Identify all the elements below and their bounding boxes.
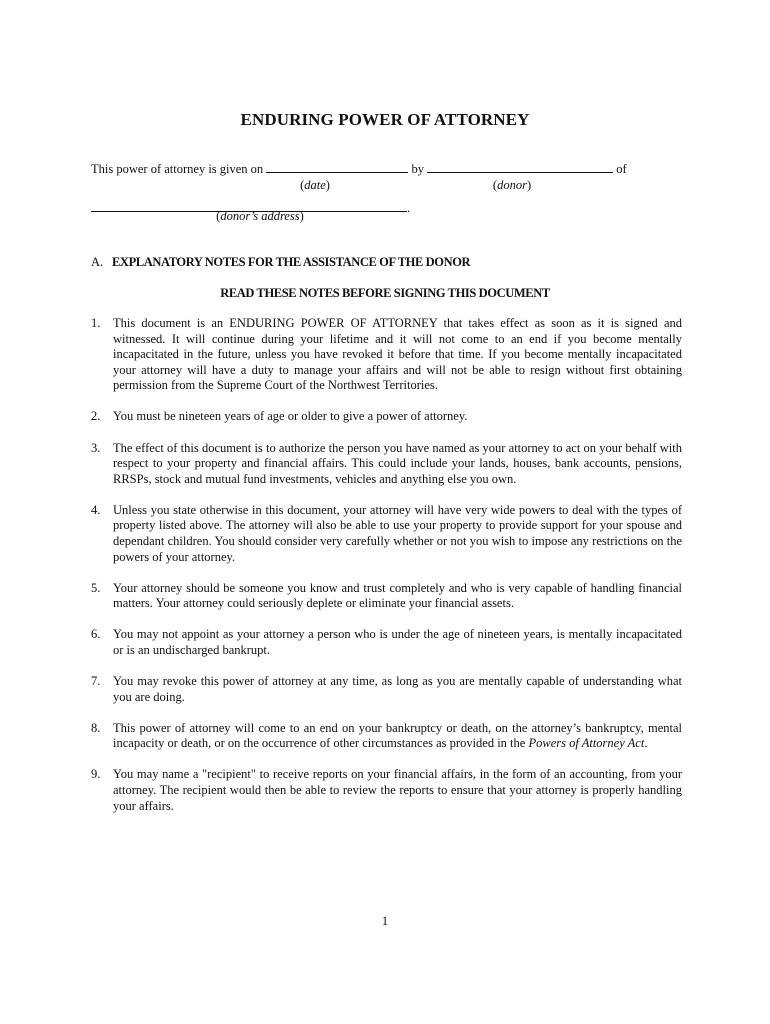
date-field[interactable]: [266, 160, 408, 173]
note-text: You may not appoint as your attorney a person who is under the age of nineteen years, is mentally incapacitated or is an undischarged bankrupt.: [113, 627, 682, 657]
section-a-heading: [91, 255, 470, 270]
note-item-3: [91, 441, 682, 488]
note-text: The effect of this document is to authorize the person you have named as your attorney to act on your behalf with respect to your property and financial affairs. This could include your lands, houses, bank accounts, pensions, RRSPs, stock and mutual fund investments, vehicles and anything else you own.: [113, 440, 682, 486]
note-item-2: [91, 409, 682, 425]
note-number: 2.: [91, 409, 101, 424]
note-text: This document is an ENDURING POWER OF ATTORNEY that takes effect as soon as it is signed and witnessed. It will continue during your lifetime and it will not come to an end if you become mentally incapacitated in the future, unless you have revoked it before that time. If you become mentally incapacitated your attorney will have a duty to manage your affairs and will not be able to resign without first obtaining permission from the Supreme Court of the Northwest Territories.: [113, 316, 682, 393]
donor-caption-text: donor: [497, 178, 527, 192]
note-text-end: .: [644, 736, 648, 751]
note-item-4: [91, 503, 682, 565]
note-text: You may name a "recipient" to receive reports on your financial affairs, in the form of an accounting, from your attorney. The recipient would then be able to review the reports to ensure that your attorney is properly handling your affairs.: [113, 767, 682, 813]
by-label: by: [411, 162, 424, 176]
note-item-1: [91, 316, 682, 394]
date-caption: (date): [300, 178, 330, 192]
document-title: ENDURING POWER OF ATTORNEY: [240, 110, 530, 129]
note-item-7: [91, 674, 682, 705]
note-item-9: [91, 767, 682, 814]
note-text: This power of attorney will come to an end on your bankruptcy or death, on the attorney’s bankruptcy, mental incapacity or death, or on the occurrence of other circumstances as provided in the: [113, 720, 682, 751]
note-item-8: [91, 721, 682, 752]
given-on-label: This power of attorney is given on: [91, 162, 264, 176]
address-caption: (donor’s address): [216, 209, 304, 223]
note-number: 3.: [91, 440, 101, 455]
act-title: Powers of Attorney Act: [528, 736, 645, 751]
note-number: 9.: [91, 767, 101, 782]
section-a-title: EXPLANATORY NOTES FOR THE ASSISTANCE OF THE DONOR: [112, 255, 471, 269]
note-number: 1.: [91, 316, 101, 330]
note-number: 4.: [91, 502, 101, 517]
note-text: Unless you state otherwise in this document, your attorney will have very wide powers to deal with the types of property listed above. The attorney will also be able to use your property to provide support for your spouse and dependant children. You should consider very carefully whether or not you wish to impose any restrictions on the powers of your attorney.: [113, 502, 682, 564]
note-item-5: [91, 581, 682, 612]
section-a-letter: A.: [91, 255, 104, 269]
note-number: 5.: [91, 580, 101, 595]
note-number: 6.: [91, 627, 101, 642]
note-text: You must be nineteen years of age or older to give a power of attorney.: [113, 409, 468, 424]
of-label: of: [616, 162, 627, 176]
section-a-subheading: READ THESE NOTES BEFORE SIGNING THIS DOCUMENT: [220, 286, 550, 300]
note-text: You may revoke this power of attorney at any time, as long as you are mentally capable of understanding what you are doing.: [113, 674, 682, 704]
donor-caption: (donor): [492, 178, 532, 192]
note-item-6: [91, 627, 682, 658]
note-text: Your attorney should be someone you know and trust completely and who is very capable of handling financial matters. Your attorney could seriously deplete or eliminate your financial assets.: [113, 580, 682, 611]
donor-field[interactable]: [427, 160, 613, 173]
note-number: 8.: [91, 720, 101, 735]
address-caption-text: donor’s address: [220, 209, 300, 223]
page-number: 1: [381, 914, 389, 928]
given-on-line: [91, 160, 691, 177]
note-number: 7.: [91, 674, 101, 689]
explanatory-notes-list: [91, 316, 682, 830]
date-caption-text: date: [304, 178, 326, 192]
address-terminator: .: [407, 201, 411, 215]
